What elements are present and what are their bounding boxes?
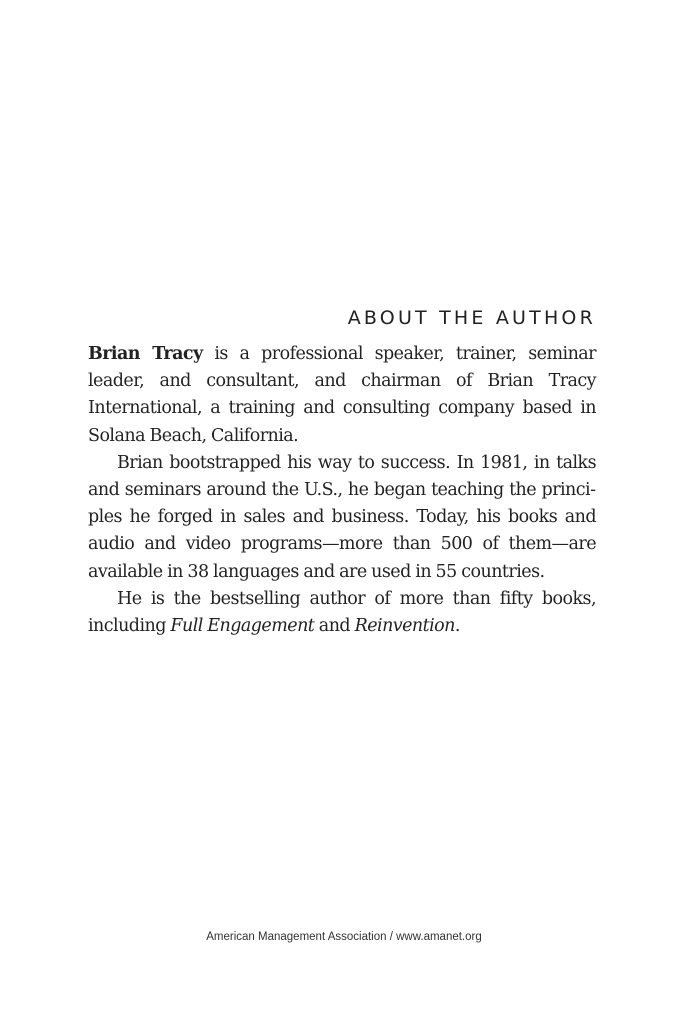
bio-paragraph-3 xyxy=(88,586,596,640)
bio-paragraph-3-conjunction: and xyxy=(314,616,355,637)
page-title: ABOUT THE AUTHOR xyxy=(347,307,596,329)
page-footer: American Management Association / www.amanet.org xyxy=(206,931,482,943)
author-name: Brian Tracy xyxy=(88,344,203,364)
bio-paragraph-3-end: . xyxy=(454,616,460,637)
bio-paragraph-2: Brian bootstrapped his way to success. In 1981, in talks and seminars around the U.S., he began teaching the principles he forged in sales and business. Today, his books and audio and video programs—more than 500 of them—are available in 38 languages and are used in 55 countries. xyxy=(88,452,596,582)
author-bio xyxy=(88,341,596,640)
bio-paragraph-1 xyxy=(88,341,596,450)
bio-paragraph-3-text: He is the bestselling author of more than fifty books, including xyxy=(88,588,596,637)
bio-paragraph-1-text: is a professional speaker, trainer, seminar leader, and consultant, and chairman of Brian Tracy International, a training and consulting company based in Solana Beach, California. xyxy=(88,344,596,446)
book-title-reinvention: Reinvention xyxy=(354,616,455,637)
book-title-full-engagement: Full Engagement xyxy=(170,616,315,637)
